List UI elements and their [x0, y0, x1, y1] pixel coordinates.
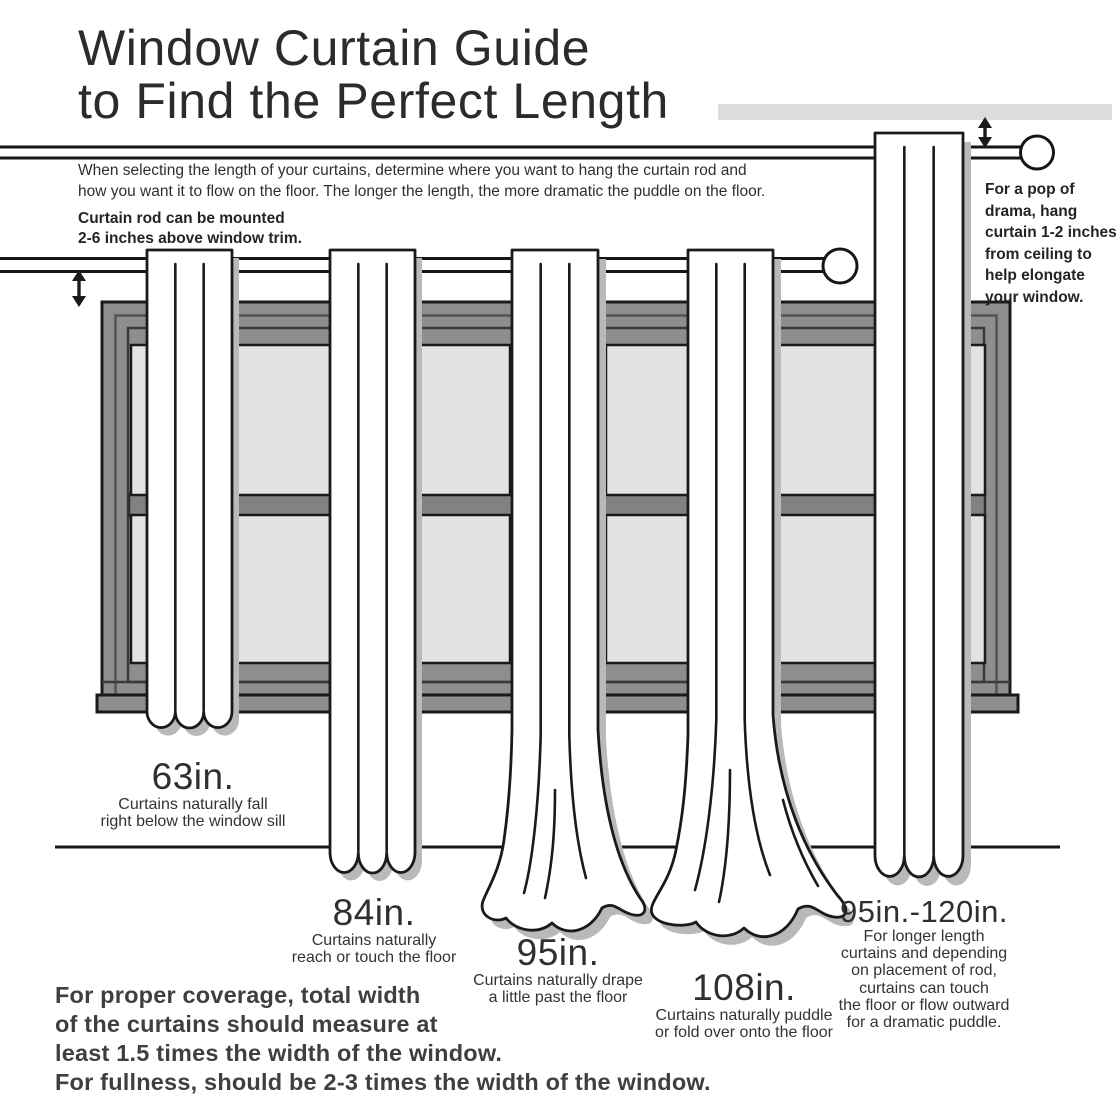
intro-line: When selecting the length of your curtains, determine where you want to hang the curtain rod and	[78, 162, 747, 179]
curtain-length-desc: reach or touch the floor	[291, 949, 457, 966]
footer-line: For fullness, should be 2-3 times the width of the window.	[55, 1069, 711, 1095]
label-95in-120in	[839, 896, 1010, 1031]
ceiling-note-line: your window.	[985, 288, 1084, 306]
footer-line: least 1.5 times the width of the window.	[55, 1040, 503, 1066]
page-title	[78, 22, 669, 128]
curtain-length-value: 95in.-120in.	[839, 894, 1008, 929]
ceiling-bar	[718, 104, 1112, 120]
label-63in	[101, 758, 286, 830]
curtain-length-desc: Curtains naturally drape	[473, 972, 643, 989]
curtain-length-desc: Curtains naturally fall	[118, 796, 268, 813]
curtain-length-value: 84in.	[332, 892, 416, 933]
curtain-length-desc: the floor or flow outward	[838, 996, 1010, 1014]
curtain-84in	[330, 250, 422, 881]
curtain-length-desc: curtains can touch	[859, 979, 989, 997]
width-guidance-text	[55, 981, 711, 1097]
curtain-63in	[147, 250, 239, 736]
ceiling-note-line: from ceiling to	[985, 245, 1092, 263]
ceiling-note-line: curtain 1-2 inches	[985, 224, 1117, 241]
curtain-length-desc: or fold over onto the floor	[655, 1024, 833, 1041]
mount-gap-arrow-icon	[72, 270, 86, 307]
ceiling-drama-note	[985, 179, 1117, 308]
ceiling-gap-arrow-icon	[978, 117, 992, 148]
rod-finial-icon	[823, 249, 857, 283]
title-line: to Find the Perfect Length	[78, 73, 669, 129]
curtain-length-desc: right below the window sill	[100, 813, 286, 830]
label-84in	[292, 894, 457, 966]
rod-note-line: Curtain rod can be mounted	[78, 210, 285, 227]
intro-line: how you want it to flow on the floor. The longer the length, the more dramatic the puddle on the floor.	[78, 183, 766, 200]
footer-line: For proper coverage, total width	[55, 982, 421, 1008]
title-line: Window Curtain Guide	[78, 20, 591, 76]
ceiling-note-line: help elongate	[985, 267, 1085, 284]
ceiling-note-line: drama, hang	[985, 202, 1078, 220]
rod-note-line: 2-6 inches above window trim.	[78, 229, 302, 247]
curtain-length-desc: for a dramatic puddle.	[846, 1014, 1002, 1032]
curtain-length-desc: on placement of rod,	[851, 962, 997, 980]
curtain-length-desc: Curtains naturally	[311, 932, 437, 949]
rod-mounting-note	[78, 209, 302, 248]
curtain-95-120in	[875, 133, 971, 886]
curtain-length-desc: Curtains naturally puddle	[655, 1007, 833, 1024]
curtain-length-desc: a little past the floor	[488, 989, 628, 1006]
intro-text	[78, 160, 765, 202]
curtain-length-value: 63in.	[151, 756, 235, 797]
curtain-length-value: 95in.	[516, 932, 600, 973]
ceiling-note-line: For a pop of	[985, 181, 1075, 198]
footer-line: of the curtains should measure at	[55, 1011, 438, 1037]
rod-finial-icon	[1021, 136, 1054, 169]
curtain-length-desc: For longer length	[863, 928, 985, 945]
curtain-length-value: 108in.	[692, 967, 796, 1008]
curtain-length-desc: curtains and depending	[840, 945, 1008, 963]
